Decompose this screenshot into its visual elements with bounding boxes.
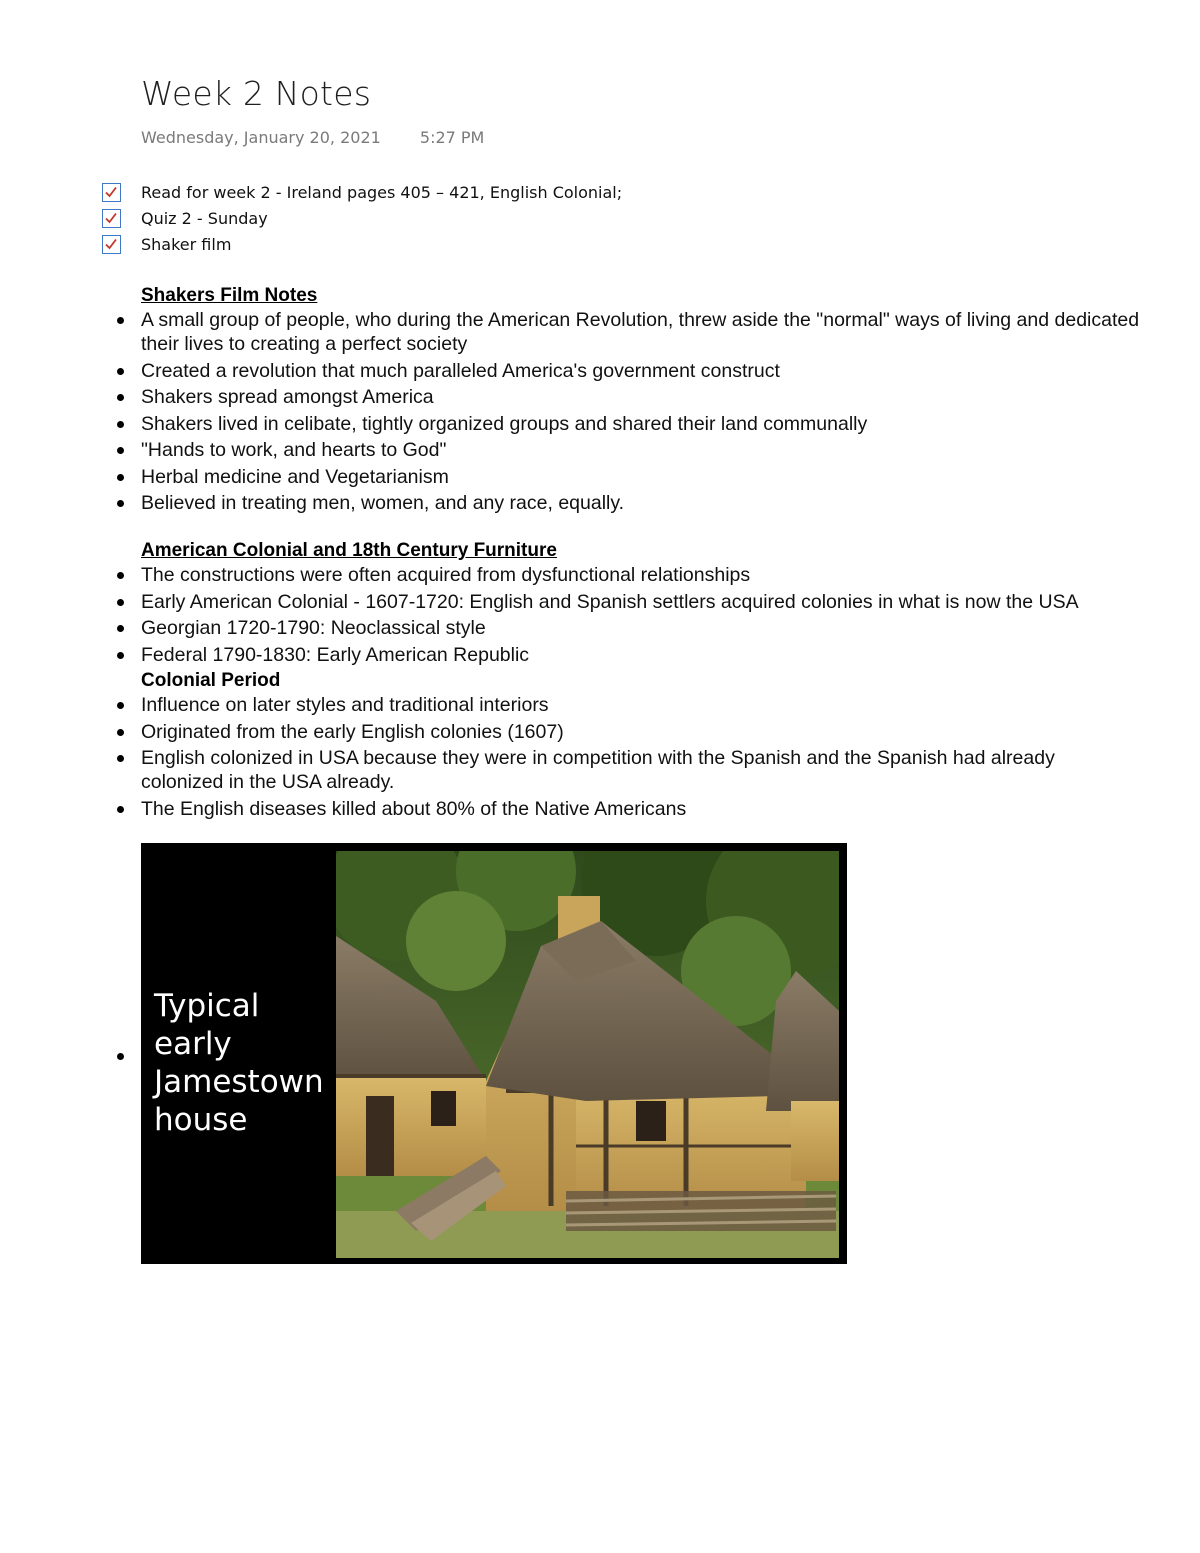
todo-item: [102, 179, 622, 205]
todo-item: [102, 205, 622, 231]
image-caption: Typical early Jamestown house: [154, 988, 324, 1138]
jamestown-house-image: [141, 843, 847, 1264]
todo-label: Quiz 2 - Sunday: [141, 208, 268, 228]
list-item: Originated from the early English colonies (1607): [141, 720, 1141, 744]
list-item: Shakers spread amongst America: [141, 385, 1141, 409]
list-item: Shakers lived in celibate, tightly organized groups and shared their land communally: [141, 412, 1141, 436]
shakers-list: [141, 308, 1141, 515]
list-item: Created a revolution that much paralleled America's government construct: [141, 359, 1141, 383]
shakers-section: [141, 284, 1141, 518]
todo-list: [102, 179, 622, 257]
colonial-period-list: [141, 693, 1141, 821]
furniture-heading: American Colonial and 18th Century Furniture: [141, 540, 557, 561]
colonial-period-heading: Colonial Period: [141, 670, 281, 691]
list-item: A small group of people, who during the American Revolution, threw aside the "normal" ways of living and dedicated their lives to creating a perfect society: [141, 309, 1140, 355]
todo-label: Read for week 2 - Ireland pages 405 – 421, English Colonial;: [141, 182, 623, 202]
list-item: Influence on later styles and traditional interiors: [141, 693, 1141, 717]
list-item: English colonized in USA because they were in competition with the Spanish and the Spanish had already colonized in the USA already.: [141, 746, 1141, 794]
checkbox-checked-icon[interactable]: [102, 235, 121, 254]
todo-label: Shaker film: [141, 234, 232, 254]
list-item: Georgian 1720-1790: Neoclassical style: [141, 616, 1141, 640]
page-meta: [141, 128, 484, 147]
page-title: Week 2 Notes: [141, 74, 372, 113]
list-item: The constructions were often acquired from dysfunctional relationships: [141, 563, 1141, 587]
page-date: Wednesday, January 20, 2021: [141, 128, 381, 147]
shakers-heading: Shakers Film Notes: [141, 285, 318, 306]
furniture-section: [141, 539, 1141, 823]
checkbox-checked-icon[interactable]: [102, 183, 121, 202]
furniture-list: [141, 563, 1141, 667]
page-time: 5:27 PM: [419, 128, 485, 147]
list-item: Early American Colonial - 1607-1720: English and Spanish settlers acquired colonies in what is now the USA: [141, 590, 1141, 614]
list-item: "Hands to work, and hearts to God": [141, 438, 1141, 462]
list-item: Herbal medicine and Vegetarianism: [141, 465, 1141, 489]
todo-item: [102, 231, 622, 257]
checkbox-checked-icon[interactable]: [102, 209, 121, 228]
list-item: The English diseases killed about 80% of the Native Americans: [141, 797, 1141, 821]
thatched-house-illustration: [336, 851, 839, 1258]
image-bullet: [117, 1053, 124, 1060]
list-item: Federal 1790-1830: Early American Republic: [141, 643, 1141, 667]
list-item: Believed in treating men, women, and any race, equally.: [141, 491, 1141, 515]
